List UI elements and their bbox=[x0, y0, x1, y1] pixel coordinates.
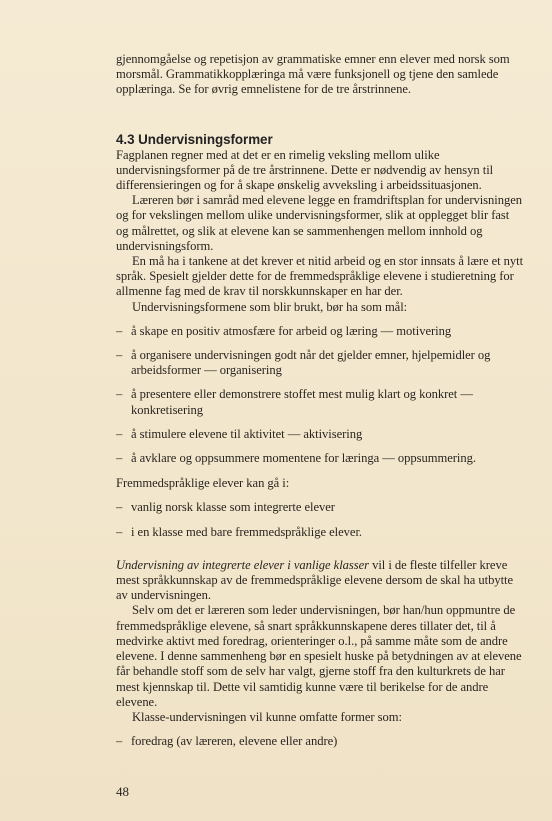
list-item: – å avklare og oppsummere momentene for læringa — oppsummering. bbox=[116, 451, 524, 466]
forms-list bbox=[116, 734, 524, 749]
list-item: – å presentere eller demonstrere stoffet mest mulig klart og konkret — konkretisering bbox=[116, 387, 524, 417]
body-text bbox=[116, 52, 524, 749]
paragraph-3: En må ha i tankene at det krever et nitid arbeid og en stor innsats å lære et nytt språk. Spesielt gjelder dette for de fremmedspråklige elevene i studieretning for allmenne fag med de krav til norskkunnskaper en har der. bbox=[116, 254, 524, 299]
list-item: – å stimulere elevene til aktivitet — aktivisering bbox=[116, 427, 524, 442]
paragraph-5: Fremmedspråklige elever kan gå i: bbox=[116, 476, 290, 491]
paragraph-4: Undervisningsformene som blir brukt, bør ha som mål: bbox=[132, 299, 408, 314]
paragraph-2: Læreren bør i samråd med elevene legge en framdriftsplan for undervisningen og for vekslingen mellom ulike undervisningsformer, slik at opplegget blir fast og målrettet, og slik at elevene kan se sammenhengen mellom innhold og undervisningsform. bbox=[116, 193, 523, 253]
goals-list bbox=[116, 324, 524, 466]
list-item: – å organisere undervisningen godt når det gjelder emner, hjelpemidler og arbeidsformer — organisering bbox=[116, 348, 524, 378]
list-item: – vanlig norsk klasse som integrerte elever bbox=[116, 500, 524, 515]
italic-lead: Undervisning av integrerte elever i vanlige klasser bbox=[116, 557, 369, 572]
list-item: – i en klasse med bare fremmedspråklige elever. bbox=[116, 525, 524, 540]
intro-paragraph: gjennomgåelse og repetisjon av grammatiske emner enn elever med norsk som morsmål. Grammatikkopplæringa må være funksjonell og tjene den samlede opplæringa. Se for øvrig emnelistene for de tre årstrinnene. bbox=[116, 52, 510, 97]
page-number: 48 bbox=[116, 784, 129, 799]
paragraph-8: Klasse-undervisningen vil kunne omfatte former som: bbox=[132, 709, 402, 724]
list-item: – å skape en positiv atmosfære for arbeid og læring — motivering bbox=[116, 324, 524, 339]
list-item: – foredrag (av læreren, elevene eller andre) bbox=[116, 734, 524, 749]
paragraph-6-rest: vil i de fleste tilfeller kreve mest språkkunnskap av de fremmedspråklige elevene dersom de skal ha utbytte av undervisningen. bbox=[116, 557, 514, 603]
paragraph-1: Fagplanen regner med at det er en rimelig veksling mellom ulike undervisningsformer på de tre årstrinnene. Dette er nødvendig av hensyn til differensieringen og for å skape ønskelig avveksling i arbeidssituasjonen. bbox=[116, 147, 494, 193]
paragraph-7: Selv om det er læreren som leder undervisningen, bør han/hun oppmuntre de fremmedspråklige elevene, så snart språkkunnskapene deres tillater det, til å medvirke aktivt med foredrag, orienteringer o.l., på samme måte som de andre elevene. I denne sammenheng bør en spesielt huske på betydningen av at elevene får behandle stoff som de selv har valgt, gjerne stoff fra den kulturkrets de har mest kjennskap til. Dette vil samtidig kunne være til berikelse for de andre elevene. bbox=[116, 603, 522, 709]
classes-list bbox=[116, 500, 524, 539]
section-heading: 4.3 Undervisningsformer bbox=[116, 131, 273, 147]
paragraph-6 bbox=[116, 558, 524, 604]
